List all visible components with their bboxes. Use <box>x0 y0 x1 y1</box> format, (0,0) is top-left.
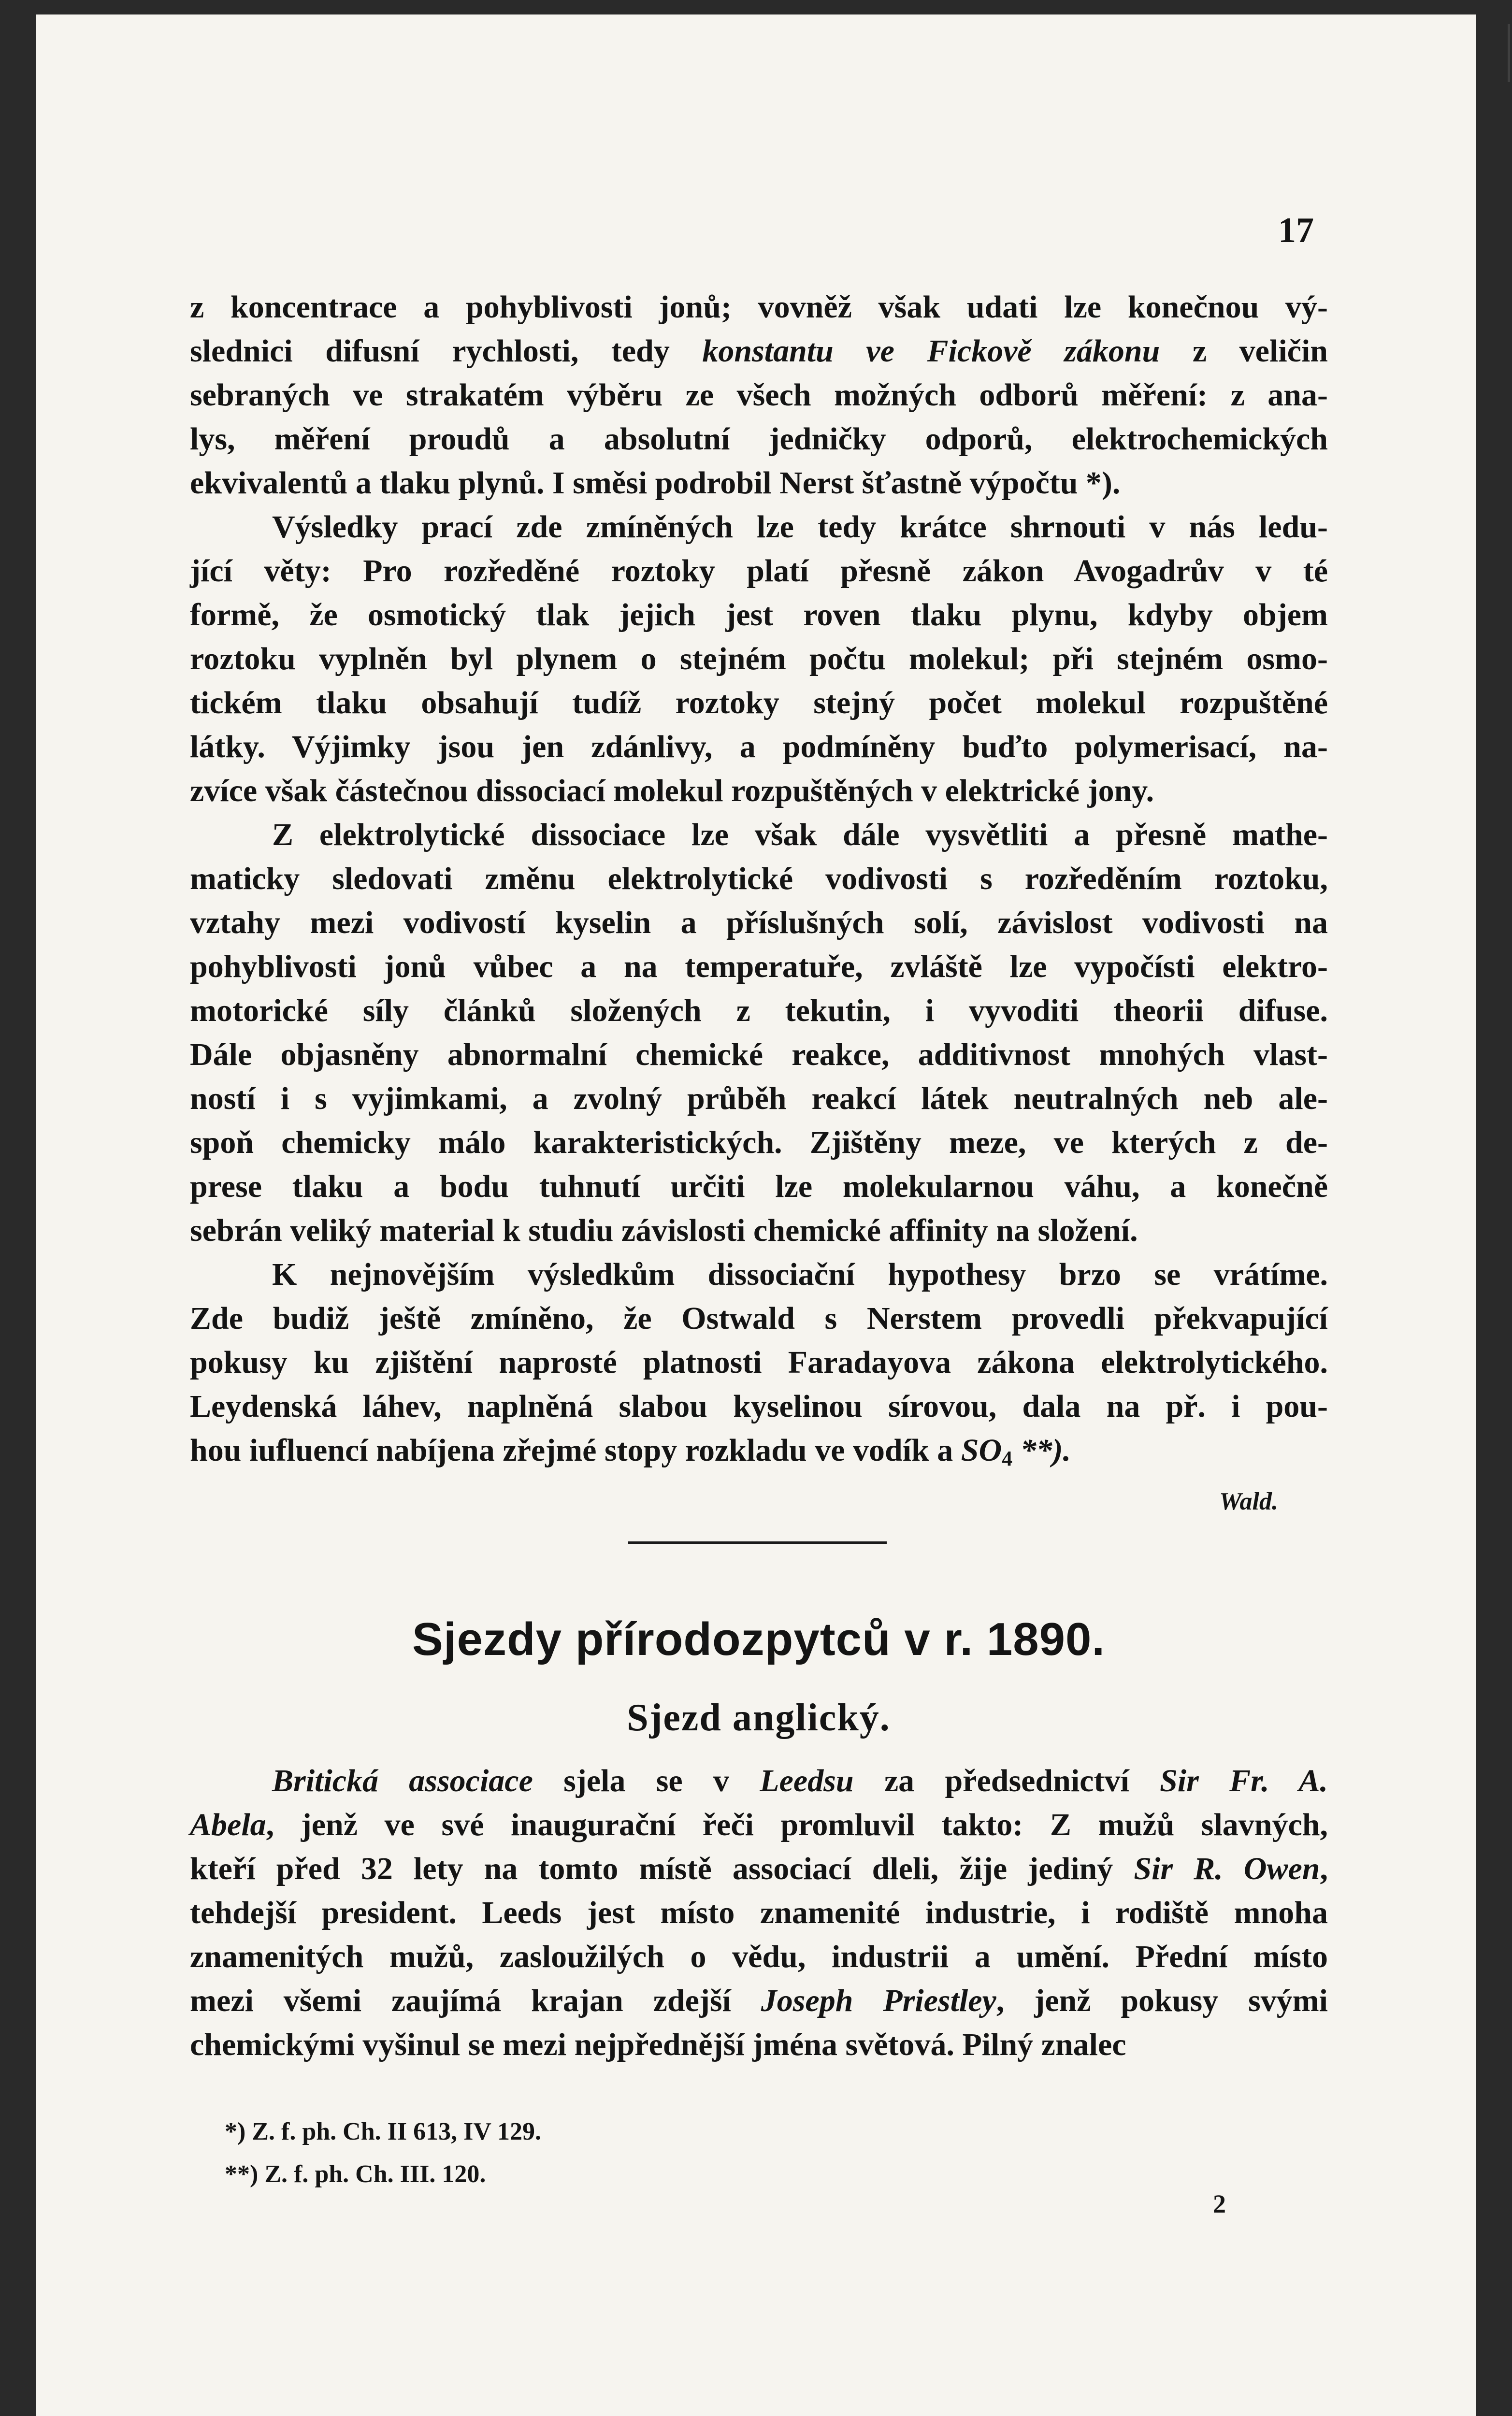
text-line: tehdejší president. Leeds jest místo znamenité industrie, i rodiště mnoha <box>190 1895 1328 1930</box>
text-line: sebraných ve strakatém výběru ze všech možných odborů měření: z ana- <box>190 377 1328 413</box>
footnote-1: *) Z. f. ph. Ch. II 613, IV 129. <box>225 2118 541 2145</box>
text-line: Výsledky prací zde zmíněných lze tedy krátce shrnouti v nás ledu- <box>272 509 1328 545</box>
text-line: hou iufluencí nabíjena zřejmé stopy rozkladu ve vodík a $SO_4$ **). <box>190 1433 1071 1470</box>
text-line: znamenitých mužů, zasloužilých o vědu, industrii a umění. Přední místo <box>190 1939 1328 1974</box>
text-line: látky. Výjimky jsou jen zdánlivy, a podmíněny buďto polymerisací, na- <box>190 729 1328 764</box>
text-line: Abela, jenž ve své inaugurační řeči promluvil takto: Z mužů slavných, <box>190 1807 1328 1842</box>
footnote-2: **) Z. f. ph. Ch. III. 120. <box>225 2160 486 2188</box>
text-line: vztahy mezi vodivostí kyselin a příslušných solí, závislost vodivosti na <box>190 905 1328 940</box>
paragraph-5 <box>190 1759 1328 2067</box>
text-line: mezi všemi zaujímá krajan zdejší Joseph Priestley, jenž pokusy svými <box>190 1983 1328 2018</box>
paragraph-3 <box>190 813 1328 1252</box>
text-line: lys, měření proudů a absolutní jedničky odporů, elektrochemických <box>190 421 1328 457</box>
text-line: z koncentrace a pohyblivosti jonů; vovněž však udati lze konečnou vý- <box>190 289 1328 325</box>
text-line: formě, že osmotický tlak jejich jest roven tlaku plynu, kdyby objem <box>190 597 1328 633</box>
text-line: maticky sledovati změnu elektrolytické vodivosti s rozředěním roztoku, <box>190 861 1328 896</box>
text-line: roztoku vyplněn byl plynem o stejném počtu molekul; při stejném osmo- <box>190 641 1328 676</box>
text-line: sebrán veliký material k studiu závislosti chemické affinity na složení. <box>190 1213 1138 1248</box>
text-line: ekvivalentů a tlaku plynů. I směsi podrobil Nerst šťastně výpočtu *). <box>190 465 1121 501</box>
paragraph-4 <box>190 1252 1328 1472</box>
text-line: pokusy ku zjištění naprosté platnosti Faradayova zákona elektrolytického. <box>190 1345 1328 1380</box>
text-line: zvíce však částečnou dissociací molekul rozpuštěných v elektrické jony. <box>190 773 1154 808</box>
paragraph-2 <box>190 505 1328 813</box>
text-line: prese tlaku a bodu tuhnutí určiti lze molekularnou váhu, a konečně <box>190 1169 1328 1204</box>
text-line: Leydenská láhev, naplněná slabou kyselinou sírovou, dala na př. i pou- <box>190 1389 1328 1424</box>
text-line: Zde budiž ještě zmíněno, že Ostwald s Nerstem provedli překvapující <box>190 1301 1328 1336</box>
page-number: 17 <box>1278 211 1314 250</box>
text-line: jící věty: Pro rozředěné roztoky platí přesně zákon Avogadrův v té <box>190 553 1328 589</box>
text-line: chemickými vyšinul se mezi nejpřednější jména světová. Pilný znalec <box>190 2027 1126 2062</box>
text-line: tickém tlaku obsahují tudíž roztoky stejný počet molekul rozpuštěné <box>190 685 1328 720</box>
text-line: ností i s vyjimkami, a zvolný průběh reakcí látek neutralných neb ale- <box>190 1081 1328 1116</box>
signature: Wald. <box>1219 1488 1278 1515</box>
text-line: kteří před 32 lety na tomto místě associací dleli, žije jediný Sir R. Owen, <box>190 1851 1328 1886</box>
text-line: spoň chemicky málo karakteristických. Zjištěny meze, ve kterých z de- <box>190 1125 1328 1160</box>
text-line: Z elektrolytické dissociace lze však dále vysvětliti a přesně mathe- <box>272 817 1328 852</box>
text-line: motorické síly článků složených z tekutin, i vyvoditi theorii difuse. <box>190 993 1328 1028</box>
page-edge-mark <box>1454 24 1510 82</box>
paragraph-1 <box>190 285 1328 505</box>
page <box>36 14 1476 2416</box>
section-headline: Sjezdy přírodozpytců v r. 1890. <box>412 1613 1106 1665</box>
section-divider <box>628 1541 887 1544</box>
section-subheadline: Sjezd anglický. <box>627 1697 891 1739</box>
text-line: Britická associace sjela se v Leedsu za předsednictví Sir Fr. A. <box>272 1763 1328 1798</box>
text-line: pohyblivosti jonů vůbec a na temperatuře, zvláště lze vypočísti elektro- <box>190 949 1328 984</box>
sheet-signature-mark: 2 <box>1213 2189 1226 2218</box>
text-line: slednici difusní rychlosti, tedy konstantu ve Fickově zákonu z veličin <box>190 333 1328 369</box>
text-line: K nejnovějším výsledkům dissociační hypothesy brzo se vrátíme. <box>272 1257 1328 1292</box>
text-line: Dále objasněny abnormalní chemické reakce, additivnost mnohých vlast- <box>190 1037 1328 1072</box>
footnotes <box>225 2111 541 2196</box>
